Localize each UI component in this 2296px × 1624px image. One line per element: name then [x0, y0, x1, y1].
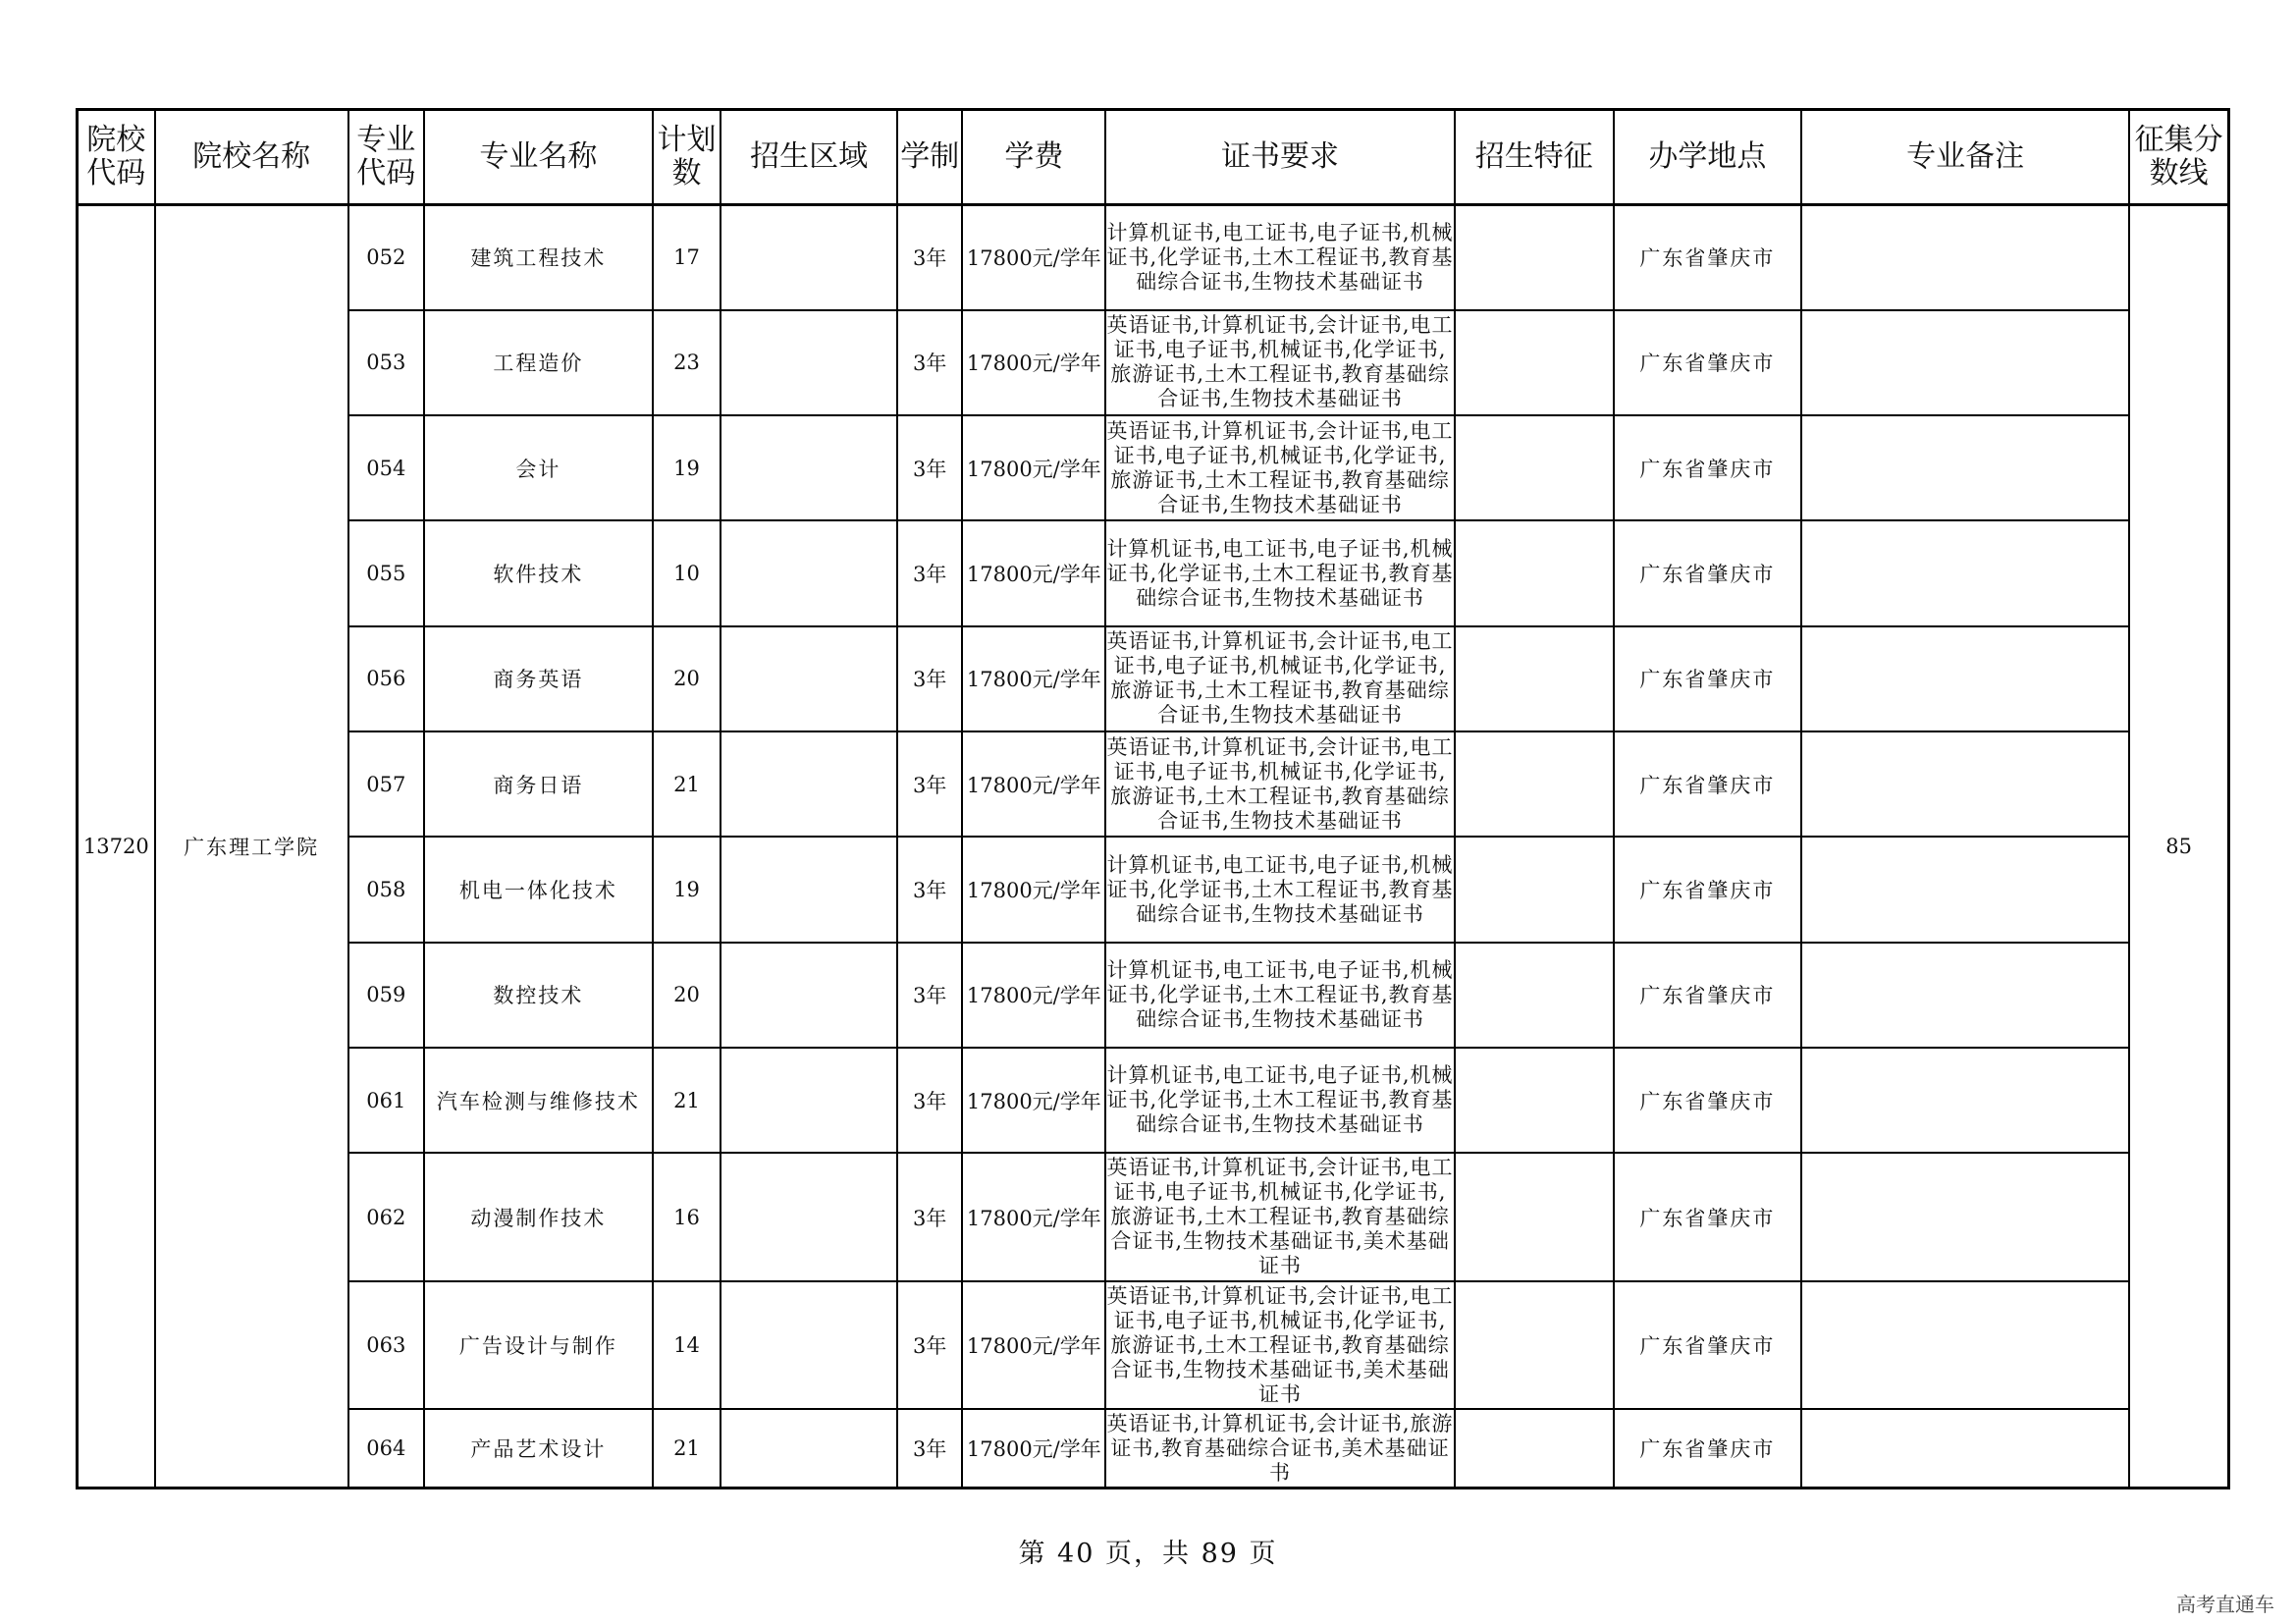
cert-cell: 计算机证书,电工证书,电子证书,机械证书,化学证书,土木工程证书,教育基础综合证书,生物技术基础证书 — [1105, 837, 1454, 942]
cert-cell: 计算机证书,电工证书,电子证书,机械证书,化学证书,土木工程证书,教育基础综合证书,生物技术基础证书 — [1105, 943, 1454, 1048]
major-code-cell: 058 — [348, 837, 424, 942]
cert-cell: 英语证书,计算机证书,会计证书,电工证书,电子证书,机械证书,化学证书,旅游证书,土木工程证书,教育基础综合证书,生物技术基础证书,美术基础证书 — [1105, 1281, 1454, 1409]
cert-cell: 计算机证书,电工证书,电子证书,机械证书,化学证书,土木工程证书,教育基础综合证书,生物技术基础证书 — [1105, 205, 1454, 310]
note-cell — [1801, 1048, 2129, 1153]
fee-cell: 17800元/学年 — [962, 415, 1105, 520]
region-cell — [721, 415, 897, 520]
note-cell — [1801, 1409, 2129, 1488]
school-code-cell: 13720 — [78, 205, 155, 1489]
feature-cell — [1455, 1048, 1614, 1153]
feature-cell — [1455, 520, 1614, 625]
note-cell — [1801, 1153, 2129, 1280]
table-row — [78, 520, 2229, 625]
header-note: 专业备注 — [1801, 110, 2129, 205]
region-cell — [721, 1281, 897, 1409]
major-code-cell: 053 — [348, 310, 424, 415]
note-cell — [1801, 626, 2129, 731]
table-row — [78, 943, 2229, 1048]
page-number: 第 40 页，共 89 页 — [1018, 1539, 1278, 1569]
major-code-cell: 052 — [348, 205, 424, 310]
region-cell — [721, 837, 897, 942]
feature-cell — [1455, 837, 1614, 942]
watermark: 高考直通车 — [2176, 1593, 2274, 1616]
years-cell: 3年 — [897, 415, 962, 520]
table-row — [78, 837, 2229, 942]
header-major-code: 专业代码 — [348, 110, 424, 205]
plan-cell: 20 — [653, 626, 721, 731]
table-row — [78, 731, 2229, 837]
region-cell — [721, 943, 897, 1048]
major-code-cell: 059 — [348, 943, 424, 1048]
note-cell — [1801, 1281, 2129, 1409]
location-cell: 广东省肇庆市 — [1614, 415, 1801, 520]
note-cell — [1801, 415, 2129, 520]
feature-cell — [1455, 1409, 1614, 1488]
fee-cell: 17800元/学年 — [962, 626, 1105, 731]
years-cell: 3年 — [897, 520, 962, 625]
cert-cell: 英语证书,计算机证书,会计证书,电工证书,电子证书,机械证书,化学证书,旅游证书,土木工程证书,教育基础综合证书,生物技术基础证书 — [1105, 310, 1454, 415]
location-cell: 广东省肇庆市 — [1614, 626, 1801, 731]
region-cell — [721, 626, 897, 731]
header-school-name: 院校名称 — [155, 110, 348, 205]
major-name-cell: 软件技术 — [424, 520, 653, 625]
location-cell: 广东省肇庆市 — [1614, 205, 1801, 310]
location-cell: 广东省肇庆市 — [1614, 310, 1801, 415]
feature-cell — [1455, 1281, 1614, 1409]
major-code-cell: 062 — [348, 1153, 424, 1280]
fee-cell: 17800元/学年 — [962, 1281, 1105, 1409]
cert-cell: 英语证书,计算机证书,会计证书,电工证书,电子证书,机械证书,化学证书,旅游证书,土木工程证书,教育基础综合证书,生物技术基础证书 — [1105, 626, 1454, 731]
plan-cell: 21 — [653, 1409, 721, 1488]
major-code-cell: 055 — [348, 520, 424, 625]
plan-cell: 23 — [653, 310, 721, 415]
fee-cell: 17800元/学年 — [962, 1048, 1105, 1153]
score-cell: 85 — [2129, 205, 2228, 1489]
cert-cell: 英语证书,计算机证书,会计证书,电工证书,电子证书,机械证书,化学证书,旅游证书,土木工程证书,教育基础综合证书,生物技术基础证书,美术基础证书 — [1105, 1153, 1454, 1280]
plan-cell: 16 — [653, 1153, 721, 1280]
major-name-cell: 广告设计与制作 — [424, 1281, 653, 1409]
plan-cell: 19 — [653, 415, 721, 520]
major-name-cell: 工程造价 — [424, 310, 653, 415]
location-cell: 广东省肇庆市 — [1614, 943, 1801, 1048]
cert-cell: 英语证书,计算机证书,会计证书,旅游证书,教育基础综合证书,美术基础证书 — [1105, 1409, 1454, 1488]
years-cell: 3年 — [897, 310, 962, 415]
location-cell: 广东省肇庆市 — [1614, 1153, 1801, 1280]
feature-cell — [1455, 1153, 1614, 1280]
fee-cell: 17800元/学年 — [962, 310, 1105, 415]
note-cell — [1801, 837, 2129, 942]
years-cell: 3年 — [897, 943, 962, 1048]
fee-cell: 17800元/学年 — [962, 205, 1105, 310]
plan-cell: 21 — [653, 1048, 721, 1153]
header-score: 征集分数线 — [2129, 110, 2228, 205]
table-row — [78, 205, 2229, 310]
table-row — [78, 1048, 2229, 1153]
region-cell — [721, 1048, 897, 1153]
years-cell: 3年 — [897, 837, 962, 942]
plan-cell: 21 — [653, 731, 721, 837]
years-cell: 3年 — [897, 1153, 962, 1280]
cert-cell: 英语证书,计算机证书,会计证书,电工证书,电子证书,机械证书,化学证书,旅游证书,土木工程证书,教育基础综合证书,生物技术基础证书 — [1105, 731, 1454, 837]
feature-cell — [1455, 731, 1614, 837]
region-cell — [721, 520, 897, 625]
plan-cell: 14 — [653, 1281, 721, 1409]
location-cell: 广东省肇庆市 — [1614, 1048, 1801, 1153]
location-cell: 广东省肇庆市 — [1614, 1281, 1801, 1409]
header-plan: 计划数 — [653, 110, 721, 205]
feature-cell — [1455, 626, 1614, 731]
major-name-cell: 建筑工程技术 — [424, 205, 653, 310]
cert-cell: 计算机证书,电工证书,电子证书,机械证书,化学证书,土木工程证书,教育基础综合证书,生物技术基础证书 — [1105, 1048, 1454, 1153]
note-cell — [1801, 205, 2129, 310]
school-name-cell: 广东理工学院 — [155, 205, 348, 1489]
location-cell: 广东省肇庆市 — [1614, 1409, 1801, 1488]
major-code-cell: 063 — [348, 1281, 424, 1409]
fee-cell: 17800元/学年 — [962, 837, 1105, 942]
region-cell — [721, 205, 897, 310]
major-name-cell: 数控技术 — [424, 943, 653, 1048]
header-school-code: 院校代码 — [78, 110, 155, 205]
plan-cell: 10 — [653, 520, 721, 625]
header-years: 学制 — [897, 110, 962, 205]
note-cell — [1801, 943, 2129, 1048]
table-row — [78, 415, 2229, 520]
header-fee: 学费 — [962, 110, 1105, 205]
major-code-cell: 064 — [348, 1409, 424, 1488]
table-row — [78, 626, 2229, 731]
cert-cell: 英语证书,计算机证书,会计证书,电工证书,电子证书,机械证书,化学证书,旅游证书,土木工程证书,教育基础综合证书,生物技术基础证书 — [1105, 415, 1454, 520]
location-cell: 广东省肇庆市 — [1614, 731, 1801, 837]
major-name-cell: 商务日语 — [424, 731, 653, 837]
header-feature: 招生特征 — [1455, 110, 1614, 205]
years-cell: 3年 — [897, 1281, 962, 1409]
major-name-cell: 动漫制作技术 — [424, 1153, 653, 1280]
years-cell: 3年 — [897, 205, 962, 310]
admission-table — [76, 108, 2230, 1489]
region-cell — [721, 731, 897, 837]
header-cert: 证书要求 — [1105, 110, 1454, 205]
years-cell: 3年 — [897, 731, 962, 837]
note-cell — [1801, 731, 2129, 837]
note-cell — [1801, 310, 2129, 415]
header-region: 招生区域 — [721, 110, 897, 205]
major-code-cell: 057 — [348, 731, 424, 837]
location-cell: 广东省肇庆市 — [1614, 520, 1801, 625]
plan-cell: 19 — [653, 837, 721, 942]
table-row — [78, 310, 2229, 415]
major-name-cell: 机电一体化技术 — [424, 837, 653, 942]
major-name-cell: 产品艺术设计 — [424, 1409, 653, 1488]
major-name-cell: 汽车检测与维修技术 — [424, 1048, 653, 1153]
header-row — [78, 110, 2229, 205]
cert-cell: 计算机证书,电工证书,电子证书,机械证书,化学证书,土木工程证书,教育基础综合证书,生物技术基础证书 — [1105, 520, 1454, 625]
fee-cell: 17800元/学年 — [962, 520, 1105, 625]
table-row — [78, 1281, 2229, 1409]
major-name-cell: 会计 — [424, 415, 653, 520]
location-cell: 广东省肇庆市 — [1614, 837, 1801, 942]
table-row — [78, 1153, 2229, 1280]
region-cell — [721, 1409, 897, 1488]
years-cell: 3年 — [897, 1409, 962, 1488]
feature-cell — [1455, 943, 1614, 1048]
years-cell: 3年 — [897, 626, 962, 731]
major-code-cell: 054 — [348, 415, 424, 520]
plan-cell: 20 — [653, 943, 721, 1048]
fee-cell: 17800元/学年 — [962, 731, 1105, 837]
feature-cell — [1455, 205, 1614, 310]
header-location: 办学地点 — [1614, 110, 1801, 205]
major-name-cell: 商务英语 — [424, 626, 653, 731]
fee-cell: 17800元/学年 — [962, 1153, 1105, 1280]
note-cell — [1801, 520, 2129, 625]
table-row — [78, 1409, 2229, 1488]
region-cell — [721, 310, 897, 415]
region-cell — [721, 1153, 897, 1280]
feature-cell — [1455, 310, 1614, 415]
fee-cell: 17800元/学年 — [962, 1409, 1105, 1488]
major-code-cell: 056 — [348, 626, 424, 731]
plan-cell: 17 — [653, 205, 721, 310]
table-body — [78, 205, 2229, 1489]
header-major-name: 专业名称 — [424, 110, 653, 205]
fee-cell: 17800元/学年 — [962, 943, 1105, 1048]
years-cell: 3年 — [897, 1048, 962, 1153]
major-code-cell: 061 — [348, 1048, 424, 1153]
feature-cell — [1455, 415, 1614, 520]
